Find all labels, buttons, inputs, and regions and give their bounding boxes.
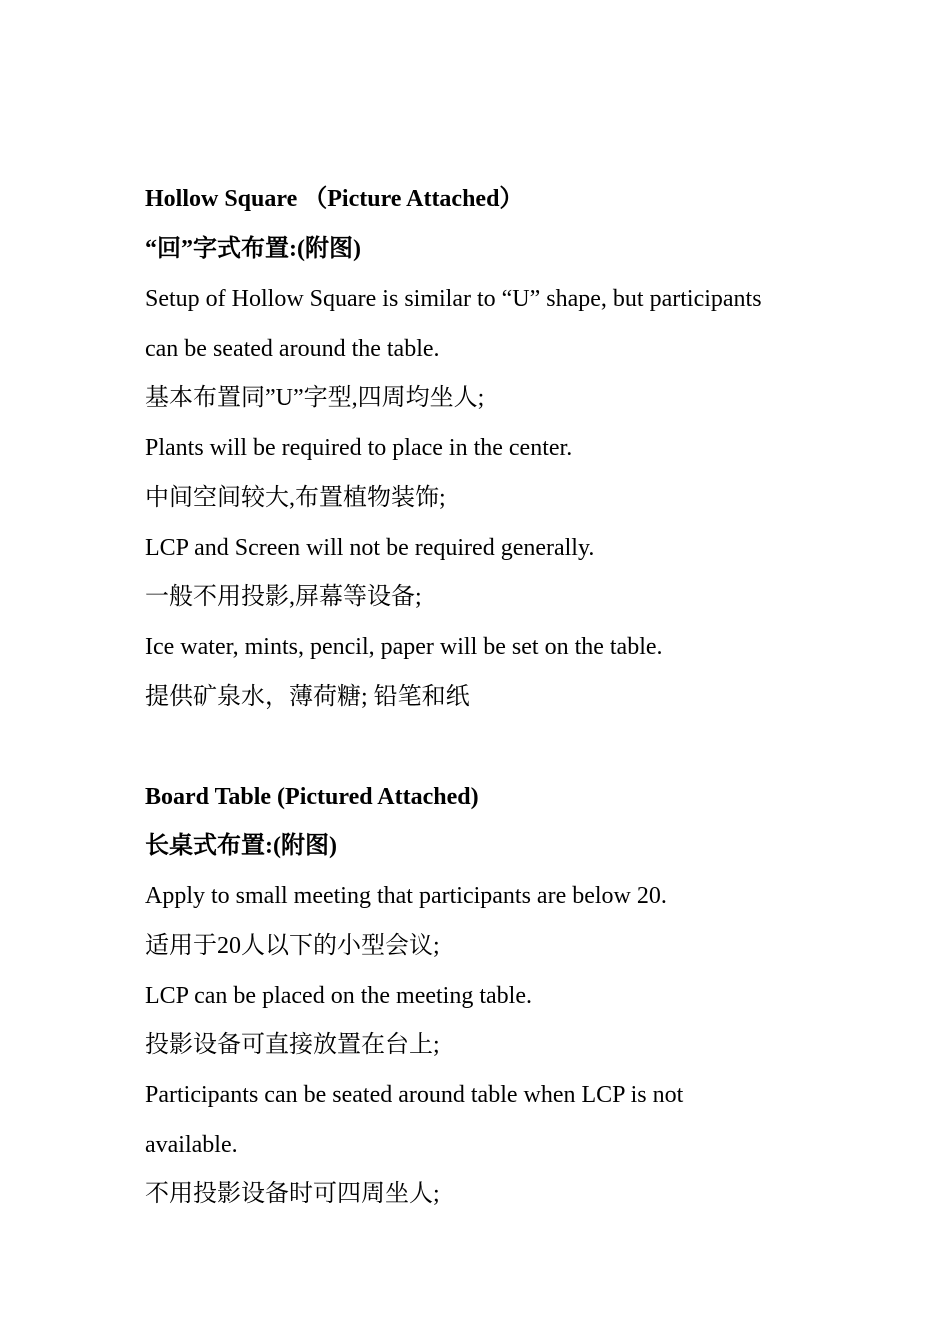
section-heading-hollow-square: Hollow Square （Picture Attached） [145, 186, 524, 212]
paragraph-line: Apply to small meeting that participants are below 20. [145, 883, 667, 909]
paragraph-line: Plants will be required to place in the center. [145, 435, 573, 461]
paragraph-line: 一般不用投影,屏幕等设备; [145, 584, 422, 610]
paragraph-line: Setup of Hollow Square is similar to “U” shape, but participants [145, 286, 762, 312]
paragraph-line: 基本布置同”U”字型,四周均坐人; [145, 385, 485, 411]
paragraph-line: LCP can be placed on the meeting table. [145, 983, 532, 1009]
section-heading-board-table: Board Table (Pictured Attached) [145, 784, 479, 810]
paragraph-line: 提供矿泉水，薄荷糖; 铅笔和纸 [145, 684, 470, 710]
paragraph-line: can be seated around the table. [145, 336, 440, 362]
paragraph-line: LCP and Screen will not be required generally. [145, 535, 595, 561]
paragraph-line: 中间空间较大,布置植物装饰; [145, 485, 446, 511]
section-heading-hollow-square-zh: “回”字式布置:(附图) [145, 236, 361, 262]
section-heading-board-table-zh: 长桌式布置:(附图) [145, 833, 337, 859]
paragraph-line: 不用投影设备时可四周坐人; [145, 1181, 440, 1207]
paragraph-line: Participants can be seated around table when LCP is not [145, 1082, 684, 1108]
paragraph-line: 投影设备可直接放置在台上; [145, 1032, 440, 1058]
paragraph-line: 适用于20人以下的小型会议; [145, 933, 440, 959]
paragraph-line: available. [145, 1132, 238, 1158]
paragraph-line: Ice water, mints, pencil, paper will be set on the table. [145, 634, 663, 660]
